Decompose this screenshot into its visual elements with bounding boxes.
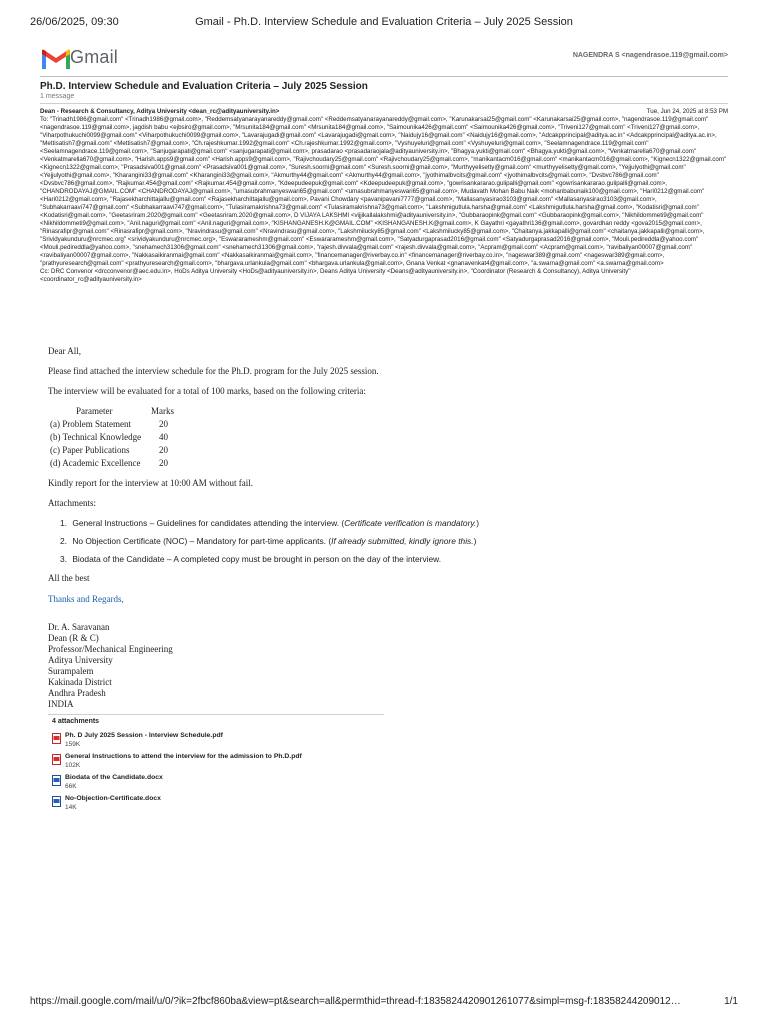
criteria-marks: 20 (159, 458, 168, 468)
sender: Dean - Research & Consultancy, Aditya University <dean_rc@adityauniversity.in> (40, 108, 280, 115)
attachments-divider (48, 714, 384, 715)
criteria-parameter: (b) Technical Knowledge (50, 432, 142, 442)
attachment-note-number: 3. (60, 554, 67, 564)
gmail-logo-icon (40, 48, 72, 70)
signature-line: Dr. A. Saravanan (48, 622, 110, 632)
criteria-row (50, 432, 168, 442)
criteria-marks: 20 (159, 419, 168, 429)
attachments-heading: Attachments: (48, 498, 96, 508)
print-footer (30, 996, 738, 1010)
report-line: Kindly report for the interview at 10:00 AM without fail. (48, 478, 253, 488)
attachment-size: 14K (65, 804, 77, 811)
print-header (30, 16, 738, 30)
message-header (40, 108, 728, 284)
criteria-parameter: (c) Paper Publications (50, 445, 130, 455)
attachment-name[interactable]: Ph. D July 2025 Session - Interview Schedule.pdf (65, 732, 223, 739)
gmail-header (40, 44, 728, 74)
attachment-name[interactable]: Biodata of the Candidate.docx (65, 774, 163, 781)
attachment-file[interactable] (52, 795, 392, 817)
greeting: Dear All, (48, 346, 81, 356)
signature-line: Andhra Pradesh (48, 688, 106, 698)
gmail-wordmark: Gmail (70, 47, 119, 67)
attachment-name[interactable]: No-Objection-Certificate.docx (65, 795, 161, 802)
attachment-note (60, 554, 441, 564)
criteria-parameter: (d) Academic Excellence (50, 458, 141, 468)
attachment-name[interactable]: General Instructions to attend the interview for the admission to Ph.D.pdf (65, 753, 302, 760)
criteria-row (50, 419, 168, 429)
print-title: Gmail - Ph.D. Interview Schedule and Evaluation Criteria – July 2025 Session (195, 16, 573, 28)
page-number: 1/1 (724, 996, 738, 1007)
closing-line: All the best (48, 573, 90, 583)
attachment-size: 102K (65, 762, 81, 769)
docx-icon (52, 775, 61, 786)
attachment-note-emphasis: Certificate verification is mandatory. (344, 518, 477, 528)
criteria-row (50, 458, 168, 468)
recipients-to: To: "Trinadh1986@gmail.com" <Trinadh1986@gmail.com>, "Reddemsatyanarayanareddy@gmail.com" <Reddemsatyanarayanareddy@gmail.com>, "Karunakarsai25@gmail.com" <Karunakarsai25@gmail.com>, "nagendrasoe.119@gmail.com" <nagendrasoe.119@gmail.com>, jagdish babu <ejbsiro@gmail.com>, "Mrsunita184@gmail.com" <Mrsunita184@gmail.com>, "Saimounika426@gmail.com" <Saimounika426@gmail.com>, "Triveni127@gmail.com" <Triveni127@gmail.com>, "Viharpothukuchi0099@gmail.com" <Viharpothukuchi0099@gmail.com>, "Lavarajugadi@gmail.com" <Lavarajugadi@gmail.com>, "Naidujy16@gmail.com" <Naidujy16@gmail.com>, "Adcakpprincipal@aditya.ac.in" <Adcakpprincipal@aditya.ac.in>, "Mettisatish7@gmail.com" <Mettisatish7@gmail.com>, "Ch.rajeshkumar.1992@gmail.com" <Ch.rajeshkumar.1992@gmail.com>, "Vyshuyeluri@gmail.com" <Vyshuyeluri@gmail.com>, "Seelamnagendrace.119@gmail.com" <Seelamnagendrace.119@gmail.com>, "Sanjugarapati@gmail.com" <sanjugarapati@gmail.com>, prasadarao <prasadaraojala@adityauniversity.in>, "Bhagya.yukti@gmail.com" <Bhagya.yukti@gmail.com>, "Venkatmarella670@gmail.com" <Venkatmarella670@gmail.com>, "Harish.apps9@gmail.com" <Harish.apps9@gmail.com>, "Rajivchoudary25@gmail.com" <Rajivchoudary25@gmail.com>, "manikantacm016@gmail.com" <manikantacm016@gmail.com>, "Kignecn1322@gmail.com" <Kignecn1322@gmail.com>, "Prasadsiva001@gmail.com" <Prasadsiva001@gmail.com>, "Suresh.soorni@gmail.com" <Suresh.soorni@gmail.com>, "Murthyyelisetty@gmail.com" <murthyyelisetty@gmail.com>, "Yejjulyothi@gmail.com" <Yejjulyothi@gmail.com>, "Kharangini33@gmail.com" <Kharangini33@gmail.com>, "Akmurthy44@gmail.com" <Akmurthy44@gmail.com>, "jyothimalbvcits@gmail.com" <jyothimalbvcits@gmail.com>, "Dvsbvc786@gmail.com" <Dvsbvc786@gmail.com>, "Rajkumar.454@gmail.com" <Rajkumar.454@gmail.com>, "Kdeepudeepuk@gmail.com" <Kdeepudeepuk@gmail.com>, "gowrisankararao.gulipalli@gmail.com" <gowrisankararao.gulipalli@gmail.com>, "CHANDRODAYAJ@GMAIL.COM" <CHANDRODAYAJ@gmail.com>, "umasubrahmanyeswari65@gmail.com" <umasubrahmanyeswari65@gmail.com>, Mudavath Mohan Babu Naik <mohanbabunaik100@gmail.com>, "Hari0212@gmail.com" <Hari0212@gmail.com>, "Rajasekharchittajallu@gmail.com" <Rajasekharchittajallu@gmail.com>, Pavani Chowdary <pavanipavani7777@gmail.com>, "Mallasanyasirao3103@gmail.com" <Mallasanyasirao3103@gmail.com>, "Subhakarraavi747@gmail.com" <Subhakarraavi747@gmail.com>, "Tulasiramakrishna73@gmail.com" <Tulasiramakrishna73@gmail.com>, "Lakshmigutlula.harsha@gmail.com" <Lakshmigutlula.harsha@gmail.com>, "Kodatisri@gmail.com" <Kodatisri@gmail.com>, "Geetasriram.2020@gmail.com" <Geetasriram.2020@gmail.com>, D VIJAYA LAKSHMI <vijjikallalakshmi@adityauniversity.in>, "Gubbaraopink@gmail.com" <Gubbaraopink@gmail.com>, "Nikhildommeti9@gmail.com" <Nikhildommeti9@gmail.com>, "Anil.naguri@gmail.com" <Anil.naguri@gmail.com>, "KISHANGANESH.K@GMAIL.COM" <KISHANGANESH.K@gmail.com>, K Gayathri <gayathri136@gmail.com>, govardhan reddy <gova2015@gmail.com>, "Rinasrafipr@gmail.com" <Rinasrafipr@gmail.com>, "Nravindrasu@gmail.com" <Nravindrasu@gmail.com>, "Lakshmilucky85@gmail.com" <Lakshmilucky85@gmail.com>, "Chaitanya.jakkapalli@gmail.com" <chaitanya.jakkapalli@gmail.com>, "Srividyakunduru@nrcmec.org" <srividyakunduru@nrcmec.org>, "Eswararameshm@gmail.com" <Eswararameshm@gmail.com>, "Satyadurgaprasad2016@gmail.com" <Satyadurgaprasad2016@gmail.com>, "Mouli.pedireddla@yahoo.com" <Mouli.pedireddla@yahoo.com>, "snehamech31306@gmail.com" <snehamech31306@gmail.com>, "rajesh.divvala@gmail.com" <rajesh.divvala@gmail.com>, "Acpram@gmail.com" <Acpram@gmail.com>, "ravibaliyan00007@gmail.com" <ravibaliyan00007@gmail.com>, "Nakkasaikiranmai@gmail.com" <Nakkasaikiranmai@gmail.com>, "financemanager@riverbay.co.in" <financemanager@riverbay.co.in>, "nageswar389@gmail.com" <nageswar389@gmail.com>, "prathyuresearch@gmail.com" <prathyuresearch@gmail.com>, "bhargava.urlankula@gmail.com" <bhargava.urlankula@gmail.com>, Gnana Venkat <gnanavenkat4@gmail.com>, "a.swarna@gmail.com" <a.swarna@gmail.com> (40, 116, 727, 267)
thanks-line: Thanks and Regards, (48, 594, 124, 604)
subject-divider (40, 103, 728, 104)
attachment-file[interactable] (52, 732, 392, 754)
attachment-note-tail: ) (473, 536, 477, 546)
attachment-note (60, 518, 479, 528)
attachment-size: 159K (65, 741, 81, 748)
attachment-note-text: No Objection Certificate (NOC) – Mandatory for part-time applicants. ( (72, 536, 332, 546)
attachment-note (60, 536, 476, 546)
sent-date: Tue, Jun 24, 2025 at 8:53 PM (646, 108, 728, 115)
attachment-note-text: General Instructions – Guidelines for candidates attending the interview. ( (72, 518, 345, 528)
pdf-icon (52, 754, 61, 765)
attachment-file[interactable] (52, 774, 392, 796)
header-divider (40, 76, 728, 77)
criteria-marks: 20 (159, 445, 168, 455)
signature-line: Aditya University (48, 655, 113, 665)
account-user: NAGENDRA S <nagendrasoe.119@gmail.com> (572, 52, 728, 59)
intro-paragraph: Please find attached the interview schedule for the Ph.D. program for the July 2025 session. (48, 366, 379, 376)
docx-icon (52, 796, 61, 807)
attachment-note-number: 1. (60, 518, 67, 528)
recipients-cc: Cc: DRC Convenor <drcconvenor@aec.edu.in>, HoDs Aditya University <HoDs@adityauniversity.in>, Deans Aditya University <Deans@adityauniversity.in>, "Coordinator (Research & Consultancy), Aditya University" <coordinator_rc@adityauniversity.in> (40, 268, 631, 283)
criteria-marks: 40 (159, 432, 168, 442)
attachment-note-text: Biodata of the Candidate – A completed copy must be brought in person on the day of the interview. (72, 554, 442, 564)
thread-subject: Ph.D. Interview Schedule and Evaluation Criteria – July 2025 Session (40, 81, 368, 92)
attachment-size: 66K (65, 783, 77, 790)
signature-line: INDIA (48, 699, 74, 709)
print-url: https://mail.google.com/mail/u/0/?ik=2fbcf860ba&view=pt&search=all&permthid=thread-f:1835824420901261077&simpl=msg-f:18358244209012… (30, 996, 681, 1007)
criteria-header-marks: Marks (151, 406, 174, 416)
criteria-parameter: (a) Problem Statement (50, 419, 131, 429)
attachments-count: 4 attachments (52, 718, 100, 725)
print-timestamp: 26/06/2025, 09:30 (30, 16, 119, 28)
signature-line: Kakinada District (48, 677, 112, 687)
message-count: 1 message (40, 93, 75, 100)
evaluation-line: The interview will be evaluated for a total of 100 marks, based on the following criteria: (48, 386, 366, 396)
attachment-file[interactable] (52, 753, 392, 775)
pdf-icon (52, 733, 61, 744)
signature-line: Surampalem (48, 666, 94, 676)
signature-line: Professor/Mechanical Engineering (48, 644, 173, 654)
signature-line: Dean (R & C) (48, 633, 99, 643)
criteria-row (50, 445, 168, 455)
attachment-note-number: 2. (60, 536, 67, 546)
attachment-note-emphasis: If already submitted, kindly ignore this. (331, 536, 474, 546)
criteria-header-parameter: Parameter (76, 406, 113, 416)
attachment-note-tail: ) (476, 518, 480, 528)
